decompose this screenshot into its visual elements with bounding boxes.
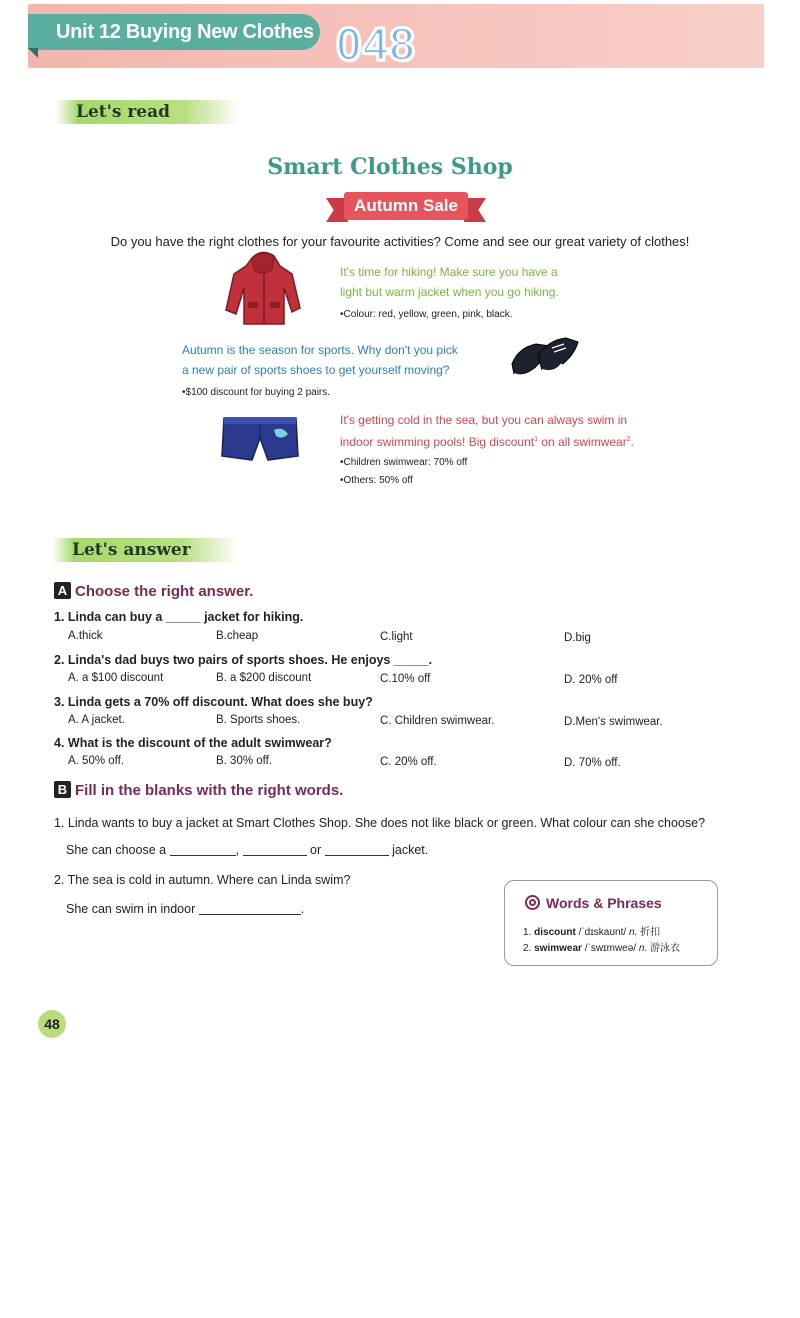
part-b-title: Fill in the blanks with the right words. bbox=[75, 782, 344, 799]
q4-option-a[interactable]: A. 50% off. bbox=[68, 755, 125, 767]
answer-1-end: jacket. bbox=[392, 843, 429, 857]
q2-option-d[interactable]: D. 20% off bbox=[564, 674, 618, 686]
blank-colour-2[interactable] bbox=[243, 843, 307, 856]
q2-option-a[interactable]: A. a $100 discount bbox=[68, 672, 164, 684]
part-b-heading bbox=[54, 781, 343, 799]
swim-line-2a: indoor swimming pools! Big discount bbox=[340, 435, 535, 449]
word-2-num: 2. bbox=[523, 943, 532, 954]
answer-2-start: She can swim in indoor bbox=[66, 902, 196, 916]
swim-line-1: It's getting cold in the sea, but you can always swim in bbox=[340, 413, 628, 427]
answer-1-comma: , bbox=[235, 843, 240, 857]
blank-colour-3[interactable] bbox=[325, 843, 389, 856]
question-3: 3. Linda gets a 70% off discount. What does she buy? bbox=[54, 695, 373, 709]
fill-answer-1 bbox=[66, 843, 428, 857]
others-swimwear-note: •Others: 50% off bbox=[340, 475, 413, 486]
answer-1-or: or bbox=[310, 843, 322, 857]
q4-option-b[interactable]: B. 30% off. bbox=[216, 755, 273, 767]
swim-shorts-illustration bbox=[220, 414, 300, 464]
word-1-term: discount bbox=[534, 927, 576, 938]
blank-place[interactable] bbox=[199, 902, 301, 915]
swim-line-2 bbox=[340, 430, 634, 452]
q2-option-c[interactable]: C.10% off bbox=[380, 673, 431, 685]
words-phrases-box bbox=[504, 880, 718, 966]
answer-2-end: . bbox=[300, 902, 305, 916]
page-number: 48 bbox=[38, 1010, 66, 1038]
jacket-colour-note: •Colour: red, yellow, green, pink, black. bbox=[340, 309, 513, 320]
word-1-pos: n. bbox=[628, 927, 638, 938]
fill-question-2: 2. The sea is cold in autumn. Where can Linda swim? bbox=[54, 873, 351, 887]
question-2: 2. Linda's dad buys two pairs of sports shoes. He enjoys _____. bbox=[54, 653, 433, 667]
part-a-title: Choose the right answer. bbox=[75, 583, 254, 600]
jacket-illustration bbox=[222, 248, 304, 328]
word-1-num: 1. bbox=[523, 927, 532, 938]
word-2-term: swimwear bbox=[534, 943, 582, 954]
q1-option-a[interactable]: A.thick bbox=[68, 630, 103, 642]
sale-label: Autumn Sale bbox=[344, 192, 468, 220]
words-phrases-title bbox=[525, 895, 662, 911]
unit-title: Unit 12 Buying New Clothes bbox=[28, 14, 320, 50]
fill-question-1: 1. Linda wants to buy a jacket at Smart Clothes Shop. She does not like black or green. What colour can she choose? bbox=[54, 816, 706, 830]
shoes-line-1: Autumn is the season for sports. Why don't you pick bbox=[182, 343, 458, 357]
footnote-2: 2 bbox=[626, 436, 631, 443]
part-a-heading bbox=[54, 582, 253, 600]
q3-option-a[interactable]: A. A jacket. bbox=[68, 714, 125, 726]
footnote-1: 1 bbox=[534, 436, 538, 443]
sale-ribbon bbox=[326, 192, 486, 222]
page-code: 048 bbox=[336, 18, 416, 70]
q1-option-d[interactable]: D.big bbox=[564, 632, 591, 644]
words-title-text: Words & Phrases bbox=[546, 895, 662, 911]
word-2-chinese: 游泳衣 bbox=[649, 943, 680, 954]
q3-option-d[interactable]: D.Men's swimwear. bbox=[564, 716, 663, 728]
word-item-swimwear bbox=[523, 939, 680, 954]
word-1-chinese: 折扣 bbox=[640, 927, 661, 938]
lets-answer-banner: Let's answer bbox=[52, 538, 238, 562]
jacket-line-2: light but warm jacket when you go hiking. bbox=[340, 285, 559, 299]
shoes-line-2: a new pair of sports shoes to get yourself moving? bbox=[182, 363, 450, 377]
shoes-discount-note: •$100 discount for buying 2 pairs. bbox=[182, 387, 331, 398]
intro-text: Do you have the right clothes for your favourite activities? Come and see our great variety of clothes! bbox=[110, 234, 690, 249]
jacket-line-1: It's time for hiking! Make sure you have a bbox=[340, 265, 558, 279]
word-2-pos: n. bbox=[638, 943, 648, 954]
part-b-badge: B bbox=[54, 781, 71, 798]
q3-option-c[interactable]: C. Children swimwear. bbox=[380, 715, 495, 727]
part-a-badge: A bbox=[54, 582, 71, 599]
q2-option-b[interactable]: B. a $200 discount bbox=[216, 672, 312, 684]
lets-read-banner: Let's read bbox=[56, 100, 240, 124]
fill-answer-2 bbox=[66, 902, 304, 916]
swim-line-2b: on all swimwear bbox=[538, 435, 627, 449]
blank-colour-1[interactable] bbox=[170, 843, 236, 856]
children-swimwear-note: •Children swimwear: 70% off bbox=[340, 457, 468, 468]
word-2-phonetic: /ˈswɪmweə/ bbox=[584, 943, 637, 954]
target-circle-icon bbox=[525, 895, 540, 910]
q4-option-c[interactable]: C. 20% off. bbox=[380, 756, 437, 768]
question-1: 1. Linda can buy a _____ jacket for hiking. bbox=[54, 610, 304, 624]
word-item-discount bbox=[523, 923, 660, 938]
sports-shoes-illustration bbox=[508, 334, 584, 382]
q1-option-c[interactable]: C.light bbox=[380, 631, 413, 643]
q1-option-b[interactable]: B.cheap bbox=[216, 630, 259, 642]
answer-1-start: She can choose a bbox=[66, 843, 167, 857]
shop-title: Smart Clothes Shop bbox=[267, 154, 513, 180]
swim-line-2c: . bbox=[630, 435, 634, 449]
question-4: 4. What is the discount of the adult swimwear? bbox=[54, 736, 332, 750]
q4-option-d[interactable]: D. 70% off. bbox=[564, 757, 621, 769]
q3-option-b[interactable]: B. Sports shoes. bbox=[216, 714, 301, 726]
word-1-phonetic: /ˈdɪskaʊnt/ bbox=[578, 927, 627, 938]
